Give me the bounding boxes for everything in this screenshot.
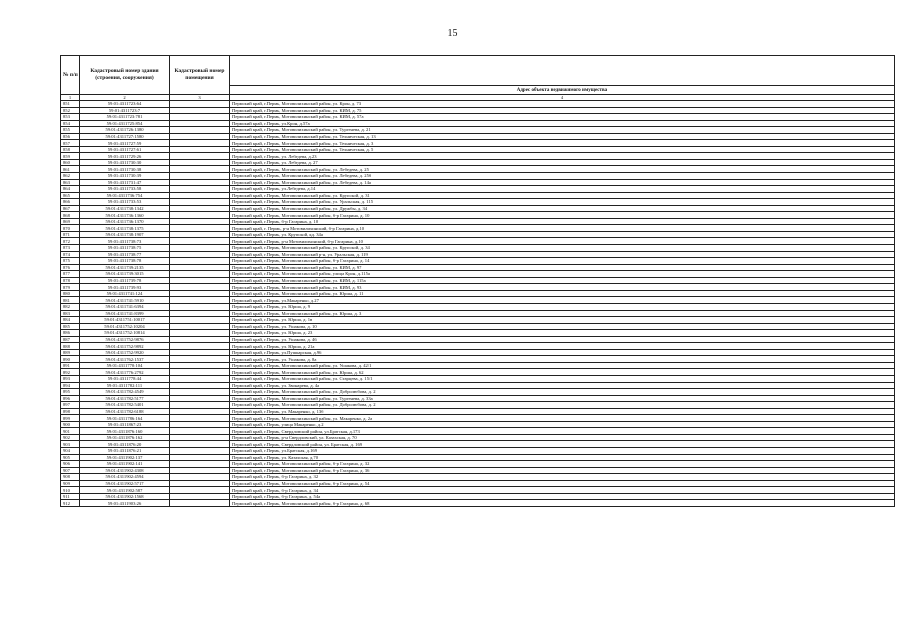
cadastral-building-cell: 59:01:4311723:781	[80, 114, 170, 121]
address-cell: Пермский край, г.Пермь, Мотовилихинский район, ул. Старцева, д. 15/1	[230, 375, 895, 382]
address-cell: Пермский край, г.Пермь, Мотовилихинский район, б-р Гагарина, д. 68	[230, 500, 895, 507]
address-cell: Пермский край, г.Пермь, Мотовилихинский район, ул. Лебедева, д. 14а	[230, 179, 895, 186]
address-cell: Пермский край, г.Пермь, Мотовилихинский район, ул. Дружбы, д. 34	[230, 205, 895, 212]
cadastral-building-cell: 59:01:4311739:2135	[80, 264, 170, 271]
column-index: 2	[80, 95, 170, 101]
row-number: 858	[61, 146, 80, 153]
address-cell: Пермский край, г.Пермь, Мотовилихинский район, ул. Тургенева, д. 21	[230, 127, 895, 134]
address-cell: Пермский край, г.Пермь, Мотовилихинский район, ул. Тургенева, д. 33а	[230, 395, 895, 402]
row-number: 860	[61, 159, 80, 166]
cadastral-building-cell: 59:01:4311776:2792	[80, 369, 170, 376]
header-cadastral-premises: Кадастровый номер помещения	[170, 56, 230, 95]
row-number: 900	[61, 421, 80, 428]
row-number: 854	[61, 120, 80, 127]
cadastral-building-cell: 59:01:4311741:5910	[80, 297, 170, 304]
address-cell: Пермский край, г.Пермь, Мотовилихинский район, ул. КИМ, д. 57а	[230, 114, 895, 121]
row-number: 895	[61, 389, 80, 396]
row-number: 856	[61, 133, 80, 140]
address-cell: Пермский край, г.Пермь, ул.Пушкарская, д.96	[230, 349, 895, 356]
cadastral-building-cell: 59:01:4311752:9892	[80, 343, 170, 350]
address-cell: Пермский край, г.Пермь, ул. Ушакова, д. 10	[230, 323, 895, 330]
address-cell: Пермский край, г.Пермь, Мотовилихинский район, ул. Юрша, д. 11	[230, 290, 895, 297]
address-cell: Пермский край, г.Пермь, Мотовилихинский район, ул. Добролюбова, д. 2	[230, 402, 895, 409]
address-cell: Пермский край, г.Пермь, Мотовилихинский район, ул. Техническая, д. 3	[230, 140, 895, 147]
cadastral-building-cell: 59:01:4311727:1580	[80, 133, 170, 140]
row-number: 894	[61, 382, 80, 389]
row-number: 886	[61, 330, 80, 337]
cadastral-building-cell: 59:01:4311762:1537	[80, 356, 170, 363]
cadastral-building-cell: 59:01:4311902:1568	[80, 493, 170, 500]
address-cell: Пермский край, г.Пермь, Мотовилихинский район, б-р Гагарина, д. 54	[230, 480, 895, 487]
address-cell: Пермский край, г.Пермь, ул. Крупской, кд. 34а	[230, 231, 895, 238]
row-number: 881	[61, 297, 80, 304]
cadastral-building-cell: 59:01:4311738:1342	[80, 205, 170, 212]
row-number: 907	[61, 467, 80, 474]
address-cell: Пермский край, г.Пермь, Мотовилихинский район, ул. Ушакова, д. 42/1	[230, 362, 895, 369]
row-number: 905	[61, 454, 80, 461]
row-number: 902	[61, 434, 80, 441]
address-cell: Пермский край, г.Пермь, Мотовилихинский район, ул. Добролюбова, д. 2	[230, 389, 895, 396]
row-number: 908	[61, 474, 80, 481]
row-number: 889	[61, 349, 80, 356]
cadastral-building-cell: 59:01:4311738:77	[80, 251, 170, 258]
header-address: Адрес объекта недвижимого имущества	[230, 86, 895, 95]
row-number: 855	[61, 127, 80, 134]
cadastral-building-cell: 59:01:4311751:10017	[80, 317, 170, 324]
row-number: 875	[61, 258, 80, 265]
address-cell: Пермский край, г.Пермь, ул. Казахская, д.70	[230, 454, 895, 461]
address-cell: Пермский край, г.Пермь, ул.Лебедева, д.14	[230, 186, 895, 193]
cadastral-building-cell: 59:01:4311739:3015	[80, 271, 170, 278]
row-number: 882	[61, 303, 80, 310]
row-number: 909	[61, 480, 80, 487]
cadastral-building-cell: 59:01:4311736:1360	[80, 212, 170, 219]
address-cell: Пермский край, г.Пермь, б-р Гагарина, д. 34	[230, 487, 895, 494]
row-number: 896	[61, 395, 80, 402]
row-number: 878	[61, 277, 80, 284]
address-cell: Пермский край, г.Пермь, ул. Юрша, д. 23	[230, 330, 895, 337]
cadastral-premises-cell	[170, 500, 230, 507]
row-number: 874	[61, 251, 80, 258]
address-cell: Пермский край, г.Пермь, Мотовилихинский район, ул. КИМ, д. 93	[230, 284, 895, 291]
address-cell: Пермский край, г.Пермь, Свердловский район, ул.Братская, д.173	[230, 428, 895, 435]
cadastral-building-cell: 59:01:4311730:30	[80, 159, 170, 166]
cadastral-building-cell: 59:01:4311752:9876	[80, 336, 170, 343]
row-number: 879	[61, 284, 80, 291]
cadastral-building-cell: 59:01:4311736:754	[80, 192, 170, 199]
cadastral-building-cell: 59:01:4311723:7	[80, 107, 170, 114]
address-cell: Пермский край, г.Пермь, Мотовилихинский район, ул. КИМ, д. 115а	[230, 277, 895, 284]
address-cell: Пермский край, г.Пермь, Мотовилихинский район, б-р Гагарина, д. 14	[230, 258, 895, 265]
row-number: 901	[61, 428, 80, 435]
address-cell: Пермский край, г.Пермь, Мотовилихинский район, ул. КИМ, д. 75	[230, 107, 895, 114]
cadastral-building-cell: 59:01:4311727:61	[80, 146, 170, 153]
address-cell: Пермский край, г.Пермь, Мотовилихинский район, ул. Макаренко, д. 2а	[230, 415, 895, 422]
address-cell: Пермский край, г.Пермь, р-н Мотовилихинский, б-р Гагарина, д.10	[230, 238, 895, 245]
address-cell: Пермский край, г.Пермь, ул. Макаренко, д. 13б	[230, 408, 895, 415]
real-estate-table	[60, 55, 895, 507]
address-cell: Пермский край, г.Пермь, Мотовилихинский район, ул. Крон, д. 73	[230, 101, 895, 108]
cadastral-building-cell: 59:01:4311876:20	[80, 441, 170, 448]
row-number: 891	[61, 362, 80, 369]
address-cell: Пермский край, г.Пермь, Мотовилихинский район, ул. Крупской, д. 31	[230, 192, 895, 199]
row-number: 853	[61, 114, 80, 121]
row-number: 877	[61, 271, 80, 278]
address-cell: Пермский край, г.Пермь, Мотовилихинский район, б-р Гагарина, д. 32	[230, 461, 895, 468]
cadastral-building-cell: 59:01:4311739:78	[80, 277, 170, 284]
cadastral-building-cell: 59:01:4311729:26	[80, 153, 170, 160]
row-number: 897	[61, 402, 80, 409]
cadastral-building-cell: 59:01:4311786:164	[80, 415, 170, 422]
cadastral-building-cell: 59:01:4311723:64	[80, 101, 170, 108]
cadastral-building-cell: 59:01:4311726:1380	[80, 127, 170, 134]
cadastral-building-cell: 59:01:4311741:6394	[80, 303, 170, 310]
row-number: 851	[61, 101, 80, 108]
cadastral-building-cell: 59:01:4311752:10814	[80, 330, 170, 337]
address-cell: Пермский край, г.Пермь, ул. Ушакова, д. 8а	[230, 356, 895, 363]
address-cell: Пермский край, г.Пермь, Мотовилихинский район, ул. Крупской, д. 34	[230, 245, 895, 252]
address-cell: Пермский край, г.Пермь, ул.Крон, д.57а	[230, 120, 895, 127]
row-number: 887	[61, 336, 80, 343]
row-number: 869	[61, 218, 80, 225]
row-number: 862	[61, 173, 80, 180]
cadastral-building-cell: 59:01:4311782:111	[80, 382, 170, 389]
address-cell: Пермский край, г.Пермь, Мотовилихинский район, ул. КИМ, д. 97	[230, 264, 895, 271]
address-cell: Пермский край, г.Пермь, ул.Макаренко, д.27	[230, 297, 895, 304]
cadastral-building-cell: 59:01:4311741:8399	[80, 310, 170, 317]
cadastral-building-cell: 59:01:4311782:6188	[80, 408, 170, 415]
row-number: 873	[61, 245, 80, 252]
address-cell: Пермский край, г.Пермь, Мотовилихинский район, ул. Лебедева, д. 25	[230, 166, 895, 173]
cadastral-building-cell: 59:01:4311876:160	[80, 428, 170, 435]
address-cell: Пермский край, г. Пермь, р-н Мотовилихинский, б-р Гагарина, д.10	[230, 225, 895, 232]
column-index: 3	[170, 95, 230, 101]
address-cell: Пермский край, г.Пермь, Мотовилихинский район, ул. Юрша, д. 3	[230, 310, 895, 317]
address-cell: Пермский край, г.Пермь, улица Макаренко, д.2	[230, 421, 895, 428]
cadastral-building-cell: 59:01:4311739:93	[80, 284, 170, 291]
address-cell: Пермский край, г.Пермь, б-р Гагарина, д. 10	[230, 218, 895, 225]
table-row	[61, 500, 895, 507]
cadastral-building-cell: 59:01:4311733:53	[80, 199, 170, 206]
address-cell: Пермский край, г.Пермь, б-р Гагарина, д. 32	[230, 474, 895, 481]
cadastral-building-cell: 59:01:4311782:5177	[80, 395, 170, 402]
column-index: 4	[230, 95, 895, 101]
row-number: 852	[61, 107, 80, 114]
row-number: 888	[61, 343, 80, 350]
cadastral-building-cell: 59:01:4311876:162	[80, 434, 170, 441]
row-number: 857	[61, 140, 80, 147]
address-cell: Пермский край, г.Пермь, ул. Юрша, д. 21а	[230, 343, 895, 350]
address-cell: Пермский край, г.Пермь, ул.Братская, д.169	[230, 447, 895, 454]
cadastral-building-cell: 59:01:4311738:1375	[80, 225, 170, 232]
cadastral-building-cell: 59:01:4311902:141	[80, 461, 170, 468]
row-number: 911	[61, 493, 80, 500]
cadastral-building-cell: 59:01:4311738:73	[80, 238, 170, 245]
cadastral-building-cell: 59:01:4311770:104	[80, 362, 170, 369]
row-number: 865	[61, 192, 80, 199]
cadastral-building-cell: 59:01:4311727:59	[80, 140, 170, 147]
row-number: 876	[61, 264, 80, 271]
cadastral-building-cell: 59:01:4311902:587	[80, 487, 170, 494]
page-number: 15	[447, 28, 458, 39]
row-number: 899	[61, 415, 80, 422]
cadastral-building-cell: 59:01:4311730:38	[80, 166, 170, 173]
address-cell: Пермский край, г.Пермь, Мотовилихинский район, б-р Гагарина, д. 10	[230, 212, 895, 219]
row-number: 903	[61, 441, 80, 448]
row-number: 861	[61, 166, 80, 173]
header-cadastral-building: Кадастровый номер здания (строения, сооружения)	[80, 56, 170, 95]
row-number: 910	[61, 487, 80, 494]
row-number: 868	[61, 212, 80, 219]
header-address-spacer	[230, 56, 895, 86]
row-number: 864	[61, 186, 80, 193]
address-cell: Пермский край, г.Пермь, Мотовилихинский район, ул. Лебедева, д. 25б	[230, 173, 895, 180]
address-cell: Пермский край, г.Пермь, Мотовилихинский район, ул. Юрша, д. 62	[230, 369, 895, 376]
row-number: 885	[61, 323, 80, 330]
cadastral-building-cell: 59:01:4311736:1370	[80, 218, 170, 225]
address-cell: Пермский край, г.Пермь, ул. Лебедева, д. 27	[230, 159, 895, 166]
row-number: 893	[61, 375, 80, 382]
row-number: 880	[61, 290, 80, 297]
row-number: 866	[61, 199, 80, 206]
cadastral-building-cell: 59:01:4311738:78	[80, 258, 170, 265]
cadastral-building-cell: 59:01:4311902:5717	[80, 480, 170, 487]
row-number: 859	[61, 153, 80, 160]
cadastral-building-cell: 59:01:4311741:124	[80, 290, 170, 297]
cadastral-building-cell: 59:01:4311876:21	[80, 447, 170, 454]
row-number: 898	[61, 408, 80, 415]
cadastral-building-cell: 59:01:4311731:47	[80, 179, 170, 186]
row-number: 872	[61, 238, 80, 245]
row-number: 863	[61, 179, 80, 186]
cadastral-building-cell: 59:01:4311752:9920	[80, 349, 170, 356]
row-number: 884	[61, 317, 80, 324]
address-cell: Пермский край, г.Пермь, Свердловский район, ул. Братская, д. 169	[230, 441, 895, 448]
cadastral-building-cell: 59:01:4311730:39	[80, 173, 170, 180]
cadastral-building-cell: 59:01:4311903:26	[80, 500, 170, 507]
address-cell: Пермский край, г.Пермь, ул. Ушакова, д. 46	[230, 336, 895, 343]
address-cell: Пермский край, г.Пермь, Мотовилихинский район, ул. Уральская, д. 115	[230, 199, 895, 206]
address-cell: Пермский край, г.Пермь, Мотовилихинский район, ул. Техническая, д. 5	[230, 146, 895, 153]
address-cell: Пермский край, г.Пермь, Мотовилихинский р-н, ул. Уральская, д. 119	[230, 251, 895, 258]
row-number: 871	[61, 231, 80, 238]
address-cell: Пермский край, г.Пермь, Мотовилихинский район, ул. Техническая, д. 13	[230, 133, 895, 140]
row-number: 904	[61, 447, 80, 454]
address-cell: Пермский край, г.Пермь, ул. Юрша, д. 1в	[230, 317, 895, 324]
row-number: 883	[61, 310, 80, 317]
cadastral-building-cell: 59:01:4311733:58	[80, 186, 170, 193]
row-number: 870	[61, 225, 80, 232]
cadastral-building-cell: 59:01:4311867:23	[80, 421, 170, 428]
cadastral-building-cell: 59:01:4311738:1907	[80, 231, 170, 238]
cadastral-building-cell: 59:01:4311778:44	[80, 375, 170, 382]
column-index: 1	[61, 95, 80, 101]
address-cell: Пермский край, г.Пермь, ул. Юрша, д. 9	[230, 303, 895, 310]
address-cell: Пермский край, г.Пермь, р-н Свердловский, ул. Казахская, д. 70	[230, 434, 895, 441]
cadastral-building-cell: 59:01:4311902:137	[80, 454, 170, 461]
row-number: 867	[61, 205, 80, 212]
cadastral-building-cell: 59:01:4311738:75	[80, 245, 170, 252]
address-cell: Пермский край, г.Пермь, Мотовилихинский район, б-р Гагарина, д. 36	[230, 467, 895, 474]
cadastral-building-cell: 59:01:4311902:4308	[80, 467, 170, 474]
row-number: 890	[61, 356, 80, 363]
row-number: 892	[61, 369, 80, 376]
address-cell: Пермский край, г.Пермь, ул. Лебедева, д.23	[230, 153, 895, 160]
cadastral-building-cell: 59:01:4311782:4549	[80, 389, 170, 396]
address-cell: Пермский край, г.Пермь, ул. Звонарева, д. 4а	[230, 382, 895, 389]
cadastral-building-cell: 59:01:4311902:4594	[80, 474, 170, 481]
address-cell: Пермский край, г.Пермь, Мотовилихинский район, улица Крон, д.115а	[230, 271, 895, 278]
address-cell: Пермский край, г.Пермь, б-р Гагарина, д. 54а	[230, 493, 895, 500]
cadastral-building-cell: 59:01:4311725:854	[80, 120, 170, 127]
cadastral-building-cell: 59:01:4311752:10204	[80, 323, 170, 330]
header-num: № п/п	[61, 56, 80, 95]
cadastral-building-cell: 59:01:4311782:5401	[80, 402, 170, 409]
row-number: 906	[61, 461, 80, 468]
row-number: 912	[61, 500, 80, 507]
